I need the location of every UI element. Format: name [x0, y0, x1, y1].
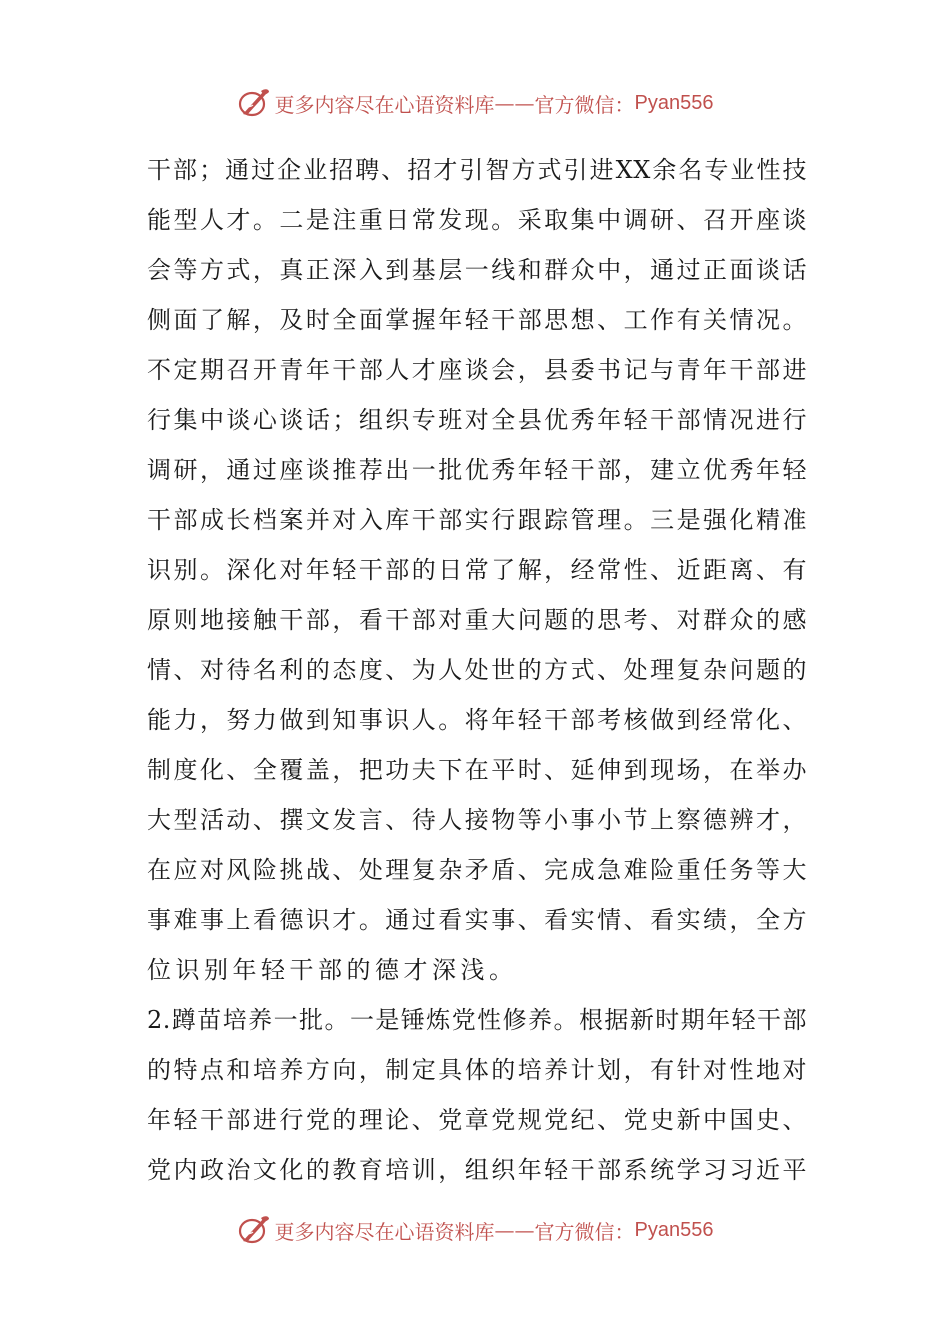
- quill-pen-logo-icon: [237, 86, 271, 120]
- banner-wechat-label: 官方微信：: [534, 1219, 635, 1244]
- banner-dash: ——: [494, 1218, 535, 1242]
- text-line: 不定期召开青年干部人才座谈会，县委书记与青年干部进: [147, 356, 807, 384]
- banner-dash: ——: [494, 91, 535, 115]
- text-line: 行集中谈心谈话；组织专班对全县优秀年轻干部情况进行: [147, 406, 807, 434]
- banner-wechat-id: Pyan556: [634, 91, 714, 114]
- header-banner: [0, 83, 950, 123]
- quill-pen-logo-icon: [237, 1213, 271, 1247]
- banner-site-text: 更多内容尽在心语资料库: [274, 92, 495, 117]
- text-line: 能型人才。二是注重日常发现。采取集中调研、召开座谈: [147, 206, 807, 234]
- text-line: 情、对待名利的态度、为人处世的方式、处理复杂问题的: [147, 656, 807, 684]
- text-line: 在应对风险挑战、处理复杂矛盾、完成急难险重任务等大: [147, 856, 807, 884]
- text-line: 事难事上看德识才。通过看实事、看实情、看实绩，全方: [147, 906, 807, 934]
- banner-site-text: 更多内容尽在心语资料库: [274, 1219, 495, 1244]
- text-line: 会等方式，真正深入到基层一线和群众中，通过正面谈话: [147, 256, 807, 284]
- text-line: 干部成长档案并对入库干部实行跟踪管理。三是强化精准: [147, 506, 807, 534]
- text-line: 识别。深化对年轻干部的日常了解，经常性、近距离、有: [147, 556, 807, 584]
- text-line: 党内政治文化的教育培训，组织年轻干部系统学习习近平: [147, 1156, 807, 1184]
- text-line: 侧面了解，及时全面掌握年轻干部思想、工作有关情况。: [147, 306, 807, 334]
- text-line: 大型活动、撰文发言、待人接物等小事小节上察德辨才，: [147, 806, 807, 834]
- footer-banner: [0, 1210, 950, 1250]
- text-line: 干部；通过企业招聘、招才引智方式引进XX余名专业性技: [147, 156, 807, 184]
- text-line: 制度化、全覆盖，把功夫下在平时、延伸到现场，在举办: [147, 756, 807, 784]
- text-line: 能力，努力做到知事识人。将年轻干部考核做到经常化、: [147, 706, 807, 734]
- document-body: [147, 145, 807, 1195]
- banner-wechat-id: Pyan556: [634, 1218, 714, 1241]
- section-heading-line: 2.蹲苗培养一批。一是锤炼党性修养。根据新时期年轻干部: [147, 1006, 807, 1034]
- text-line: 年轻干部进行党的理论、党章党规党纪、党史新中国史、: [147, 1106, 807, 1134]
- banner-wechat-label: 官方微信：: [534, 92, 635, 117]
- text-line: 调研，通过座谈推荐出一批优秀年轻干部，建立优秀年轻: [147, 456, 807, 484]
- text-line: 原则地接触干部，看干部对重大问题的思考、对群众的感: [147, 606, 807, 634]
- text-line: 位识别年轻干部的德才深浅。: [147, 956, 518, 984]
- text-line: 的特点和培养方向，制定具体的培养计划，有针对性地对: [147, 1056, 807, 1084]
